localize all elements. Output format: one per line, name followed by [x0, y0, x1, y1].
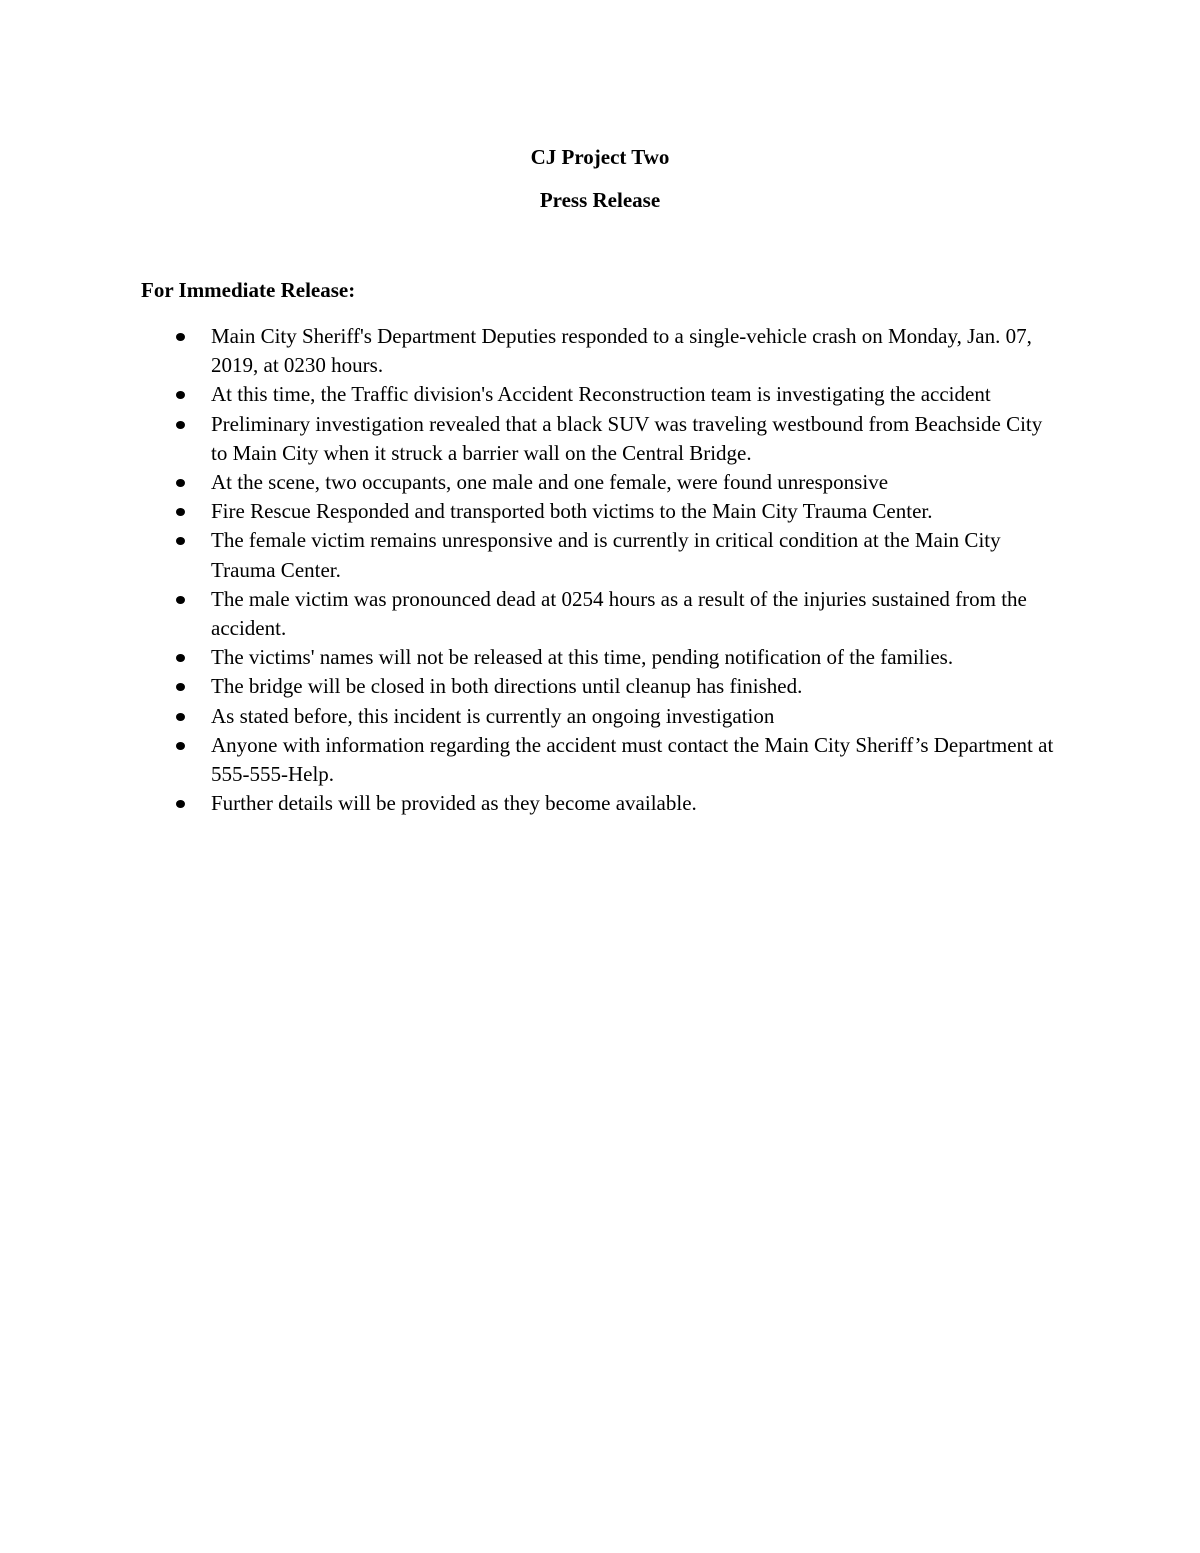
list-item-text: At the scene, two occupants, one male and one female, were found unresponsive	[211, 470, 889, 495]
list-item	[0, 322, 1061, 380]
list-item	[0, 410, 1061, 468]
document-title: CJ Project Two	[530, 145, 670, 169]
list-item-text: The female victim remains unresponsive and is currently in critical condition at the Main City Trauma Center.	[211, 528, 1001, 582]
bullet-icon	[176, 596, 185, 604]
list-item	[0, 643, 1061, 672]
list-item-text: The male victim was pronounced dead at 0254 hours as a result of the injuries sustained from the accident.	[211, 586, 1027, 641]
list-item-text: Preliminary investigation revealed that a black SUV was traveling westbound from Beachside City to Main City when it struck a barrier wall on the Central Bridge.	[211, 411, 1043, 465]
list-item	[0, 585, 1061, 643]
bullet-icon	[176, 508, 185, 516]
list-item-text: Main City Sheriff's Department Deputies responded to a single-vehicle crash on Monday, Jan. 07, 2019, at 0230 hours.	[211, 324, 1032, 378]
list-item-text: As stated before, this incident is currently an ongoing investigation	[211, 703, 775, 728]
list-item	[0, 731, 1061, 789]
list-item-text: Further details will be provided as they become available.	[211, 791, 697, 816]
list-item-text: The bridge will be closed in both directions until cleanup has finished.	[211, 674, 803, 699]
bullet-icon	[176, 713, 185, 721]
bullet-icon	[176, 537, 185, 545]
press-release-bullet-list	[0, 322, 1200, 818]
list-item	[0, 789, 1061, 818]
list-item-text: Anyone with information regarding the accident must contact the Main City Sheriff’s Department at 555-555-Help.	[211, 732, 1054, 787]
list-item	[0, 497, 1061, 526]
document-subtitle: Press Release	[539, 188, 661, 212]
bullet-icon	[176, 654, 185, 662]
list-item	[0, 468, 1061, 497]
bullet-icon	[176, 683, 185, 691]
bullet-icon	[176, 479, 185, 487]
bullet-icon	[176, 421, 185, 429]
bullet-icon	[176, 742, 185, 750]
list-item-text: Fire Rescue Responded and transported both victims to the Main City Trauma Center.	[211, 499, 933, 524]
list-item	[0, 526, 1061, 584]
bullet-icon	[176, 800, 185, 808]
list-item	[0, 702, 1061, 731]
bullet-icon	[176, 391, 185, 399]
list-item-text: At this time, the Traffic division's Accident Reconstruction team is investigating the accident	[211, 382, 991, 407]
list-item	[0, 672, 1061, 701]
bullet-icon	[176, 333, 185, 341]
release-heading: For Immediate Release:	[141, 278, 356, 302]
list-item-text: The victims' names will not be released at this time, pending notification of the families.	[211, 645, 954, 670]
list-item	[0, 380, 1061, 409]
